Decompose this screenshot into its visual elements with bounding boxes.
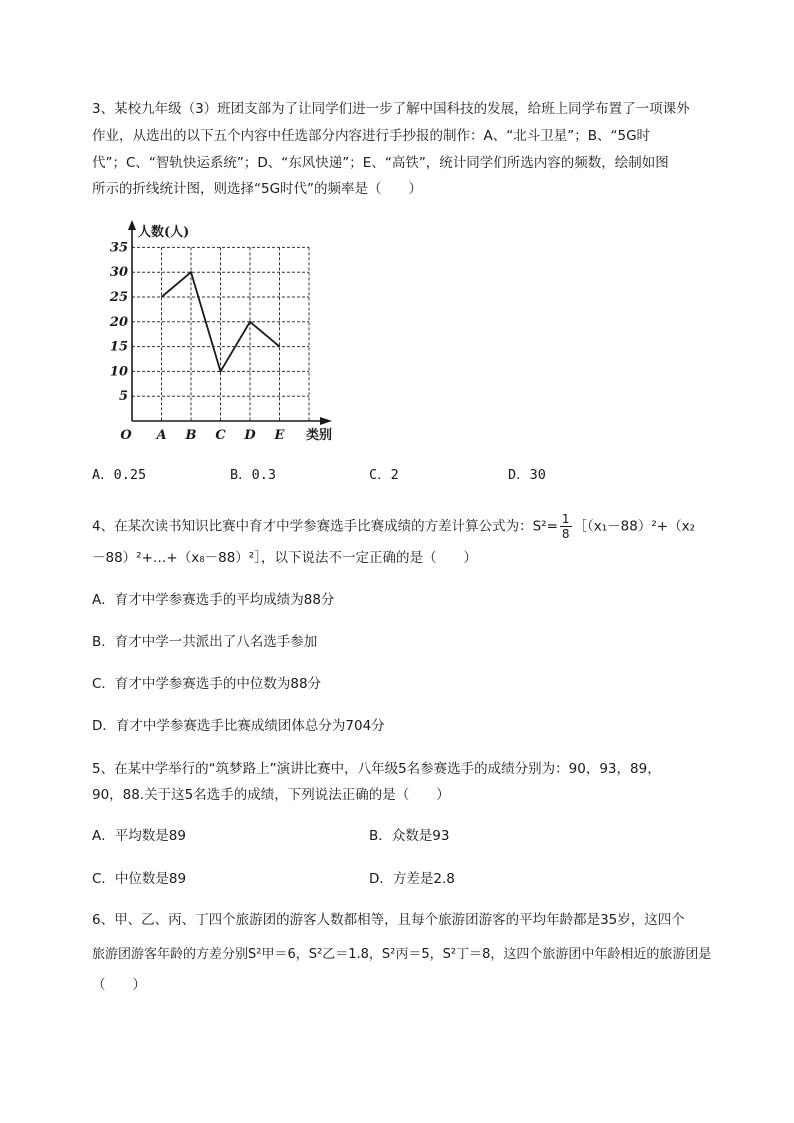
x-tick-label: D: [244, 428, 256, 443]
y-tick-label: 25: [109, 290, 128, 305]
q4-fraction-numerator: 1: [561, 512, 570, 526]
chart-x-ticks: [154, 428, 285, 443]
q4-option-d[interactable]: D．育才中学参赛选手比赛成绩团体总分为704分: [92, 718, 385, 734]
chart-y-label: 人数(人): [138, 225, 190, 240]
y-tick-label: 35: [109, 240, 128, 256]
q6-line-2: 旅游团游客年龄的方差分别S²甲＝6，S²乙＝1.8，S²丙＝5，S²丁＝8，这四个旅游团中年龄相近的旅游团是: [92, 947, 712, 962]
y-axis-arrow: [128, 220, 136, 230]
y-tick-label: 10: [109, 364, 128, 380]
q4-formula-tail: ［（x₁－88）²+（x₂: [573, 518, 695, 535]
chart-axes: [128, 220, 332, 425]
q4-line-1: [92, 512, 695, 541]
q6-line-3: （ ）: [92, 977, 146, 993]
chart-origin-label: O: [120, 428, 132, 443]
q3-line-4: 所示的折线统计图，则选择“5G时代”的频率是（ ）: [92, 181, 423, 197]
y-tick-label: 5: [118, 389, 128, 405]
q4-fraction: [560, 512, 572, 541]
q4-option-a[interactable]: A．育才中学参赛选手的平均成绩为88分: [92, 592, 335, 608]
q3-option-d[interactable]: D．30: [508, 467, 546, 483]
line-chart: [108, 218, 348, 446]
q4-option-b[interactable]: B．育才中学一共派出了八名选手参加: [92, 634, 318, 650]
q3-line-1: 3、某校九年级（3）班团支部为了让同学们进一步了解中国科技的发展，给班上同学布置了一项课外: [92, 101, 690, 117]
chart-grid: [132, 247, 309, 421]
x-tick-label: A: [156, 428, 167, 443]
q5-line-1: 5、在某中学举行的“筑梦路上”演讲比赛中，八年级5名参赛选手的成绩分别为：90，93，89，: [92, 761, 661, 777]
q5-option-a[interactable]: A．平均数是89: [92, 828, 186, 844]
chart-y-ticks: [109, 240, 128, 404]
q3-line-2: 作业，从选出的以下五个内容中任选部分内容进行手抄报的制作：A、“北斗卫星”；B、“5G时: [92, 128, 651, 144]
x-axis-arrow: [320, 417, 332, 425]
q4-option-c[interactable]: C．育才中学参赛选手的中位数为88分: [92, 676, 322, 692]
y-tick-label: 30: [109, 265, 128, 281]
q5-option-d[interactable]: D．方差是2.8: [369, 871, 455, 887]
x-tick-label: C: [215, 428, 226, 443]
q3-option-c[interactable]: C．2: [369, 467, 399, 483]
q5-option-c[interactable]: C．中位数是89: [92, 871, 187, 887]
x-tick-label: B: [185, 428, 197, 443]
y-tick-label: 15: [109, 339, 128, 355]
q4-prefix: 4、在某次读书知识比赛中育才中学参赛选手比赛成绩的方差计算公式为：S²=: [92, 518, 558, 535]
x-tick-label: E: [274, 428, 285, 443]
q5-option-b[interactable]: B．众数是93: [369, 828, 450, 844]
q4-fraction-denominator: 8: [561, 527, 570, 541]
y-tick-label: 20: [109, 314, 128, 330]
q5-line-2: 90，88.关于这5名选手的成绩，下列说法正确的是（ ）: [92, 787, 450, 803]
q3-option-b[interactable]: B．0.3: [230, 467, 277, 483]
q4-line-2: －88）²+…+（x₈－88）²］，以下说法不一定正确的是（ ）: [92, 550, 477, 566]
q3-option-a[interactable]: A．0.25: [92, 467, 147, 483]
q3-line-3: 代”；C、“智轨快运系统”；D、“东风快递”；E、“高铁”，统计同学们所选内容的频数，绘制如图: [92, 155, 669, 171]
chart-x-label: 类别: [306, 428, 333, 443]
q6-line-1: 6、甲、乙、丙、丁四个旅游团的游客人数都相等，且每个旅游团游客的平均年龄都是35岁，这四个: [92, 912, 685, 928]
